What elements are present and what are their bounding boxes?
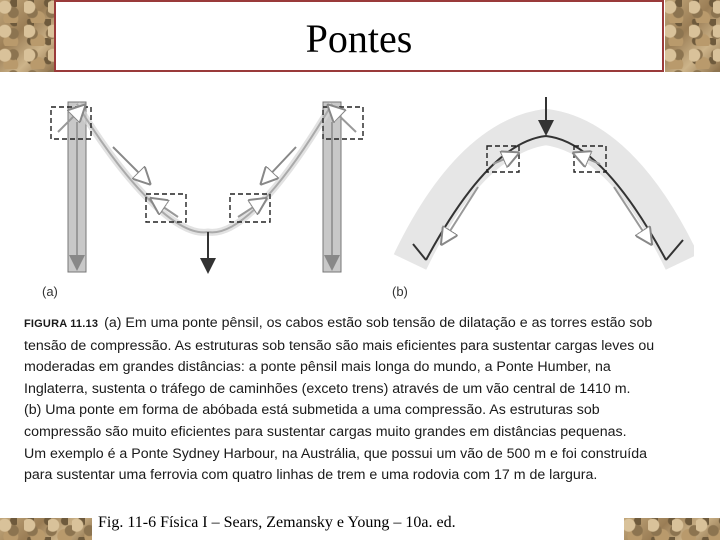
arch-shadow [410,127,682,262]
figure-caption [24,313,694,487]
stone-texture-right [665,0,720,72]
caption-line: tensão de compressão. As estruturas sob tensão são mais eficientes para sustentar cargas leves ou [24,337,655,354]
caption-line: (b) Uma ponte em forma de abóbada está submetida a uma compressão. As estruturas sob [24,402,600,419]
panel-b-label: (b) [392,284,408,299]
caption-line: (a) Em uma ponte pênsil, os cabos estão sob tensão de dilatação e as torres estão sob [104,315,653,331]
stone-texture-left [0,0,55,72]
slide-footer: Fig. 11-6 Física I – Sears, Zemansky e Young – 10a. ed. [98,514,456,531]
suspension-bridge-diagram [51,102,363,272]
caption-line: Inglaterra, sustenta o tráfego de caminhões (exceto trens) através de um vão central de 1410 m. [24,380,631,397]
panel-a-label: (a) [42,284,58,299]
slide-title: Pontes [305,15,413,61]
caption-line: moderadas em grandes distâncias: a ponte pênsil mais longa do mundo, a Ponte Humber, na [24,359,611,376]
caption-line: para sustentar uma ferrovia com quatro linhas de trem e uma rodovia com 17 m de largura. [24,467,598,484]
title-box [54,0,664,72]
arch-bridge-diagram [410,97,683,262]
caption-line: Um exemplo é a Ponte Sydney Harbour, na Austrália, que possui um vão de 500 m e foi construída [24,445,648,462]
stone-texture-bottom-left [0,518,92,540]
stone-texture-bottom-right [624,518,720,540]
caption-line: compressão são muito eficientes para sustentar cargas muito grandes em distâncias pequenas. [24,423,627,440]
bridge-figure [38,92,694,302]
figure-label: FIGURA 11.13 [24,318,99,330]
